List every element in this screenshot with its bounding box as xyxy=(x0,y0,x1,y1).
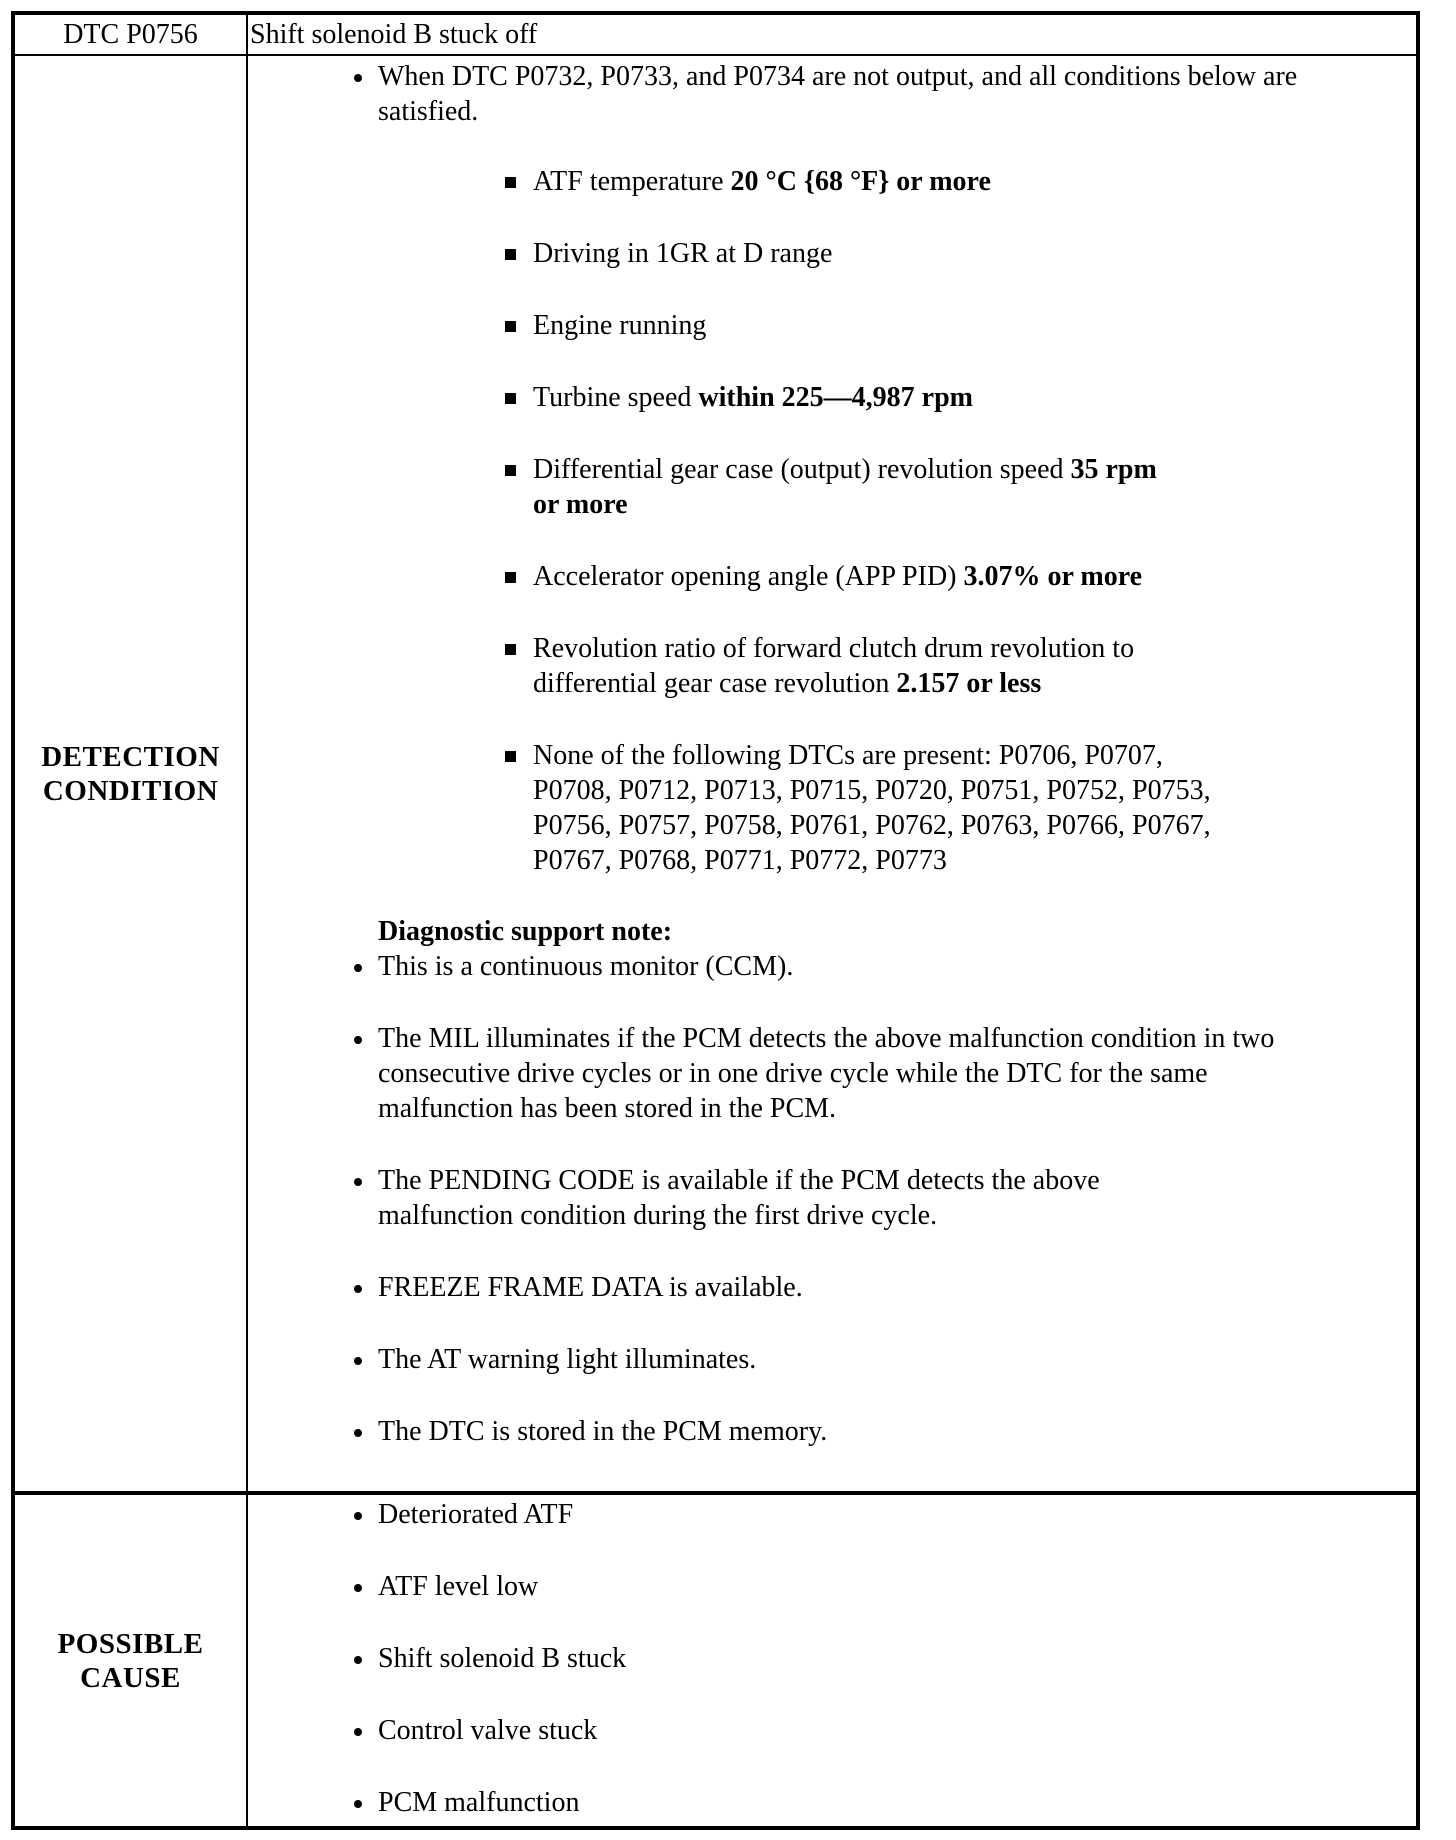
cause-label-line1: POSSIBLE xyxy=(57,1627,204,1660)
note-item: The MIL illuminates if the PCM detects the above malfunction condition in two consecutive drive cycles or in one drive cycle while the DTC for the same malfunction has been stored in the PCM. xyxy=(378,1021,1308,1126)
detection-list xyxy=(378,59,1356,878)
cause-item: Shift solenoid B stuck xyxy=(378,1641,1356,1676)
title-row xyxy=(13,13,1418,55)
condition-text: None of the following DTCs are present: P0706, P0707, P0708, P0712, P0713, P0715, P0720, P0751, P0752, P0753, P0756, P0757, P0758, P0761, P0762, P0763, P0766, P0767, P0767, P0768, P0771, P0772, P0773 xyxy=(533,740,1211,876)
condition-item xyxy=(533,452,1173,522)
condition-item xyxy=(533,738,1213,878)
condition-value: 3.07% or more xyxy=(963,561,1143,592)
condition-item xyxy=(533,308,1356,343)
cause-item: Deteriorated ATF xyxy=(378,1497,1356,1532)
cause-item: Control valve stuck xyxy=(378,1713,1356,1748)
condition-item xyxy=(533,164,1356,199)
condition-item xyxy=(533,631,1223,701)
detection-row xyxy=(13,55,1418,1493)
condition-text: Driving in 1GR at D range xyxy=(533,238,833,269)
condition-text: Engine running xyxy=(533,310,707,341)
dtc-code: DTC P0756 xyxy=(13,13,247,55)
cause-item: PCM malfunction xyxy=(378,1785,1356,1820)
detection-label-line2: CONDITION xyxy=(42,774,219,807)
condition-text: Revolution ratio of forward clutch drum revolution to differential gear case revolution xyxy=(533,633,1135,699)
condition-text: Accelerator opening angle (APP PID) xyxy=(533,561,964,592)
condition-item xyxy=(533,559,1356,594)
note-item: This is a continuous monitor (CCM). xyxy=(378,949,1308,984)
note-item: FREEZE FRAME DATA is available. xyxy=(378,1270,1308,1305)
condition-item xyxy=(533,236,1356,271)
diagnostic-note-title: Diagnostic support note: xyxy=(378,916,673,947)
cause-label xyxy=(13,1493,247,1828)
detection-intro-item xyxy=(378,59,1356,878)
cause-item: ATF level low xyxy=(378,1569,1356,1604)
conditions-list xyxy=(533,164,1356,878)
condition-value: 2.157 or less xyxy=(896,668,1042,699)
notes-list xyxy=(378,949,1308,1449)
condition-value: 35 rpm or more xyxy=(533,454,1157,520)
condition-text: Turbine speed xyxy=(533,382,699,413)
cause-label-line2: CAUSE xyxy=(80,1661,181,1694)
detection-label-line1: DETECTION xyxy=(41,740,220,773)
condition-text: ATF temperature xyxy=(533,166,731,197)
cause-row xyxy=(13,1493,1418,1828)
cause-list xyxy=(378,1497,1356,1820)
condition-item xyxy=(533,380,1356,415)
detection-label xyxy=(13,55,247,1493)
note-item: The PENDING CODE is available if the PCM detects the above malfunction condition during the first drive cycle. xyxy=(378,1163,1218,1233)
detection-content-cell xyxy=(247,55,1418,1493)
condition-text: Differential gear case (output) revolution speed xyxy=(533,454,1071,485)
condition-value: within 225—4,987 rpm xyxy=(698,382,973,413)
note-item: The AT warning light illuminates. xyxy=(378,1342,1308,1377)
dtc-title: Shift solenoid B stuck off xyxy=(247,13,1418,55)
dtc-table xyxy=(11,11,1420,1830)
condition-value: 20 °C {68 °F} or more xyxy=(730,166,991,197)
detection-intro: When DTC P0732, P0733, and P0734 are not output, and all conditions below are satisfied. xyxy=(378,61,1298,127)
note-item: The DTC is stored in the PCM memory. xyxy=(378,1414,1308,1449)
cause-content-cell xyxy=(247,1493,1418,1828)
